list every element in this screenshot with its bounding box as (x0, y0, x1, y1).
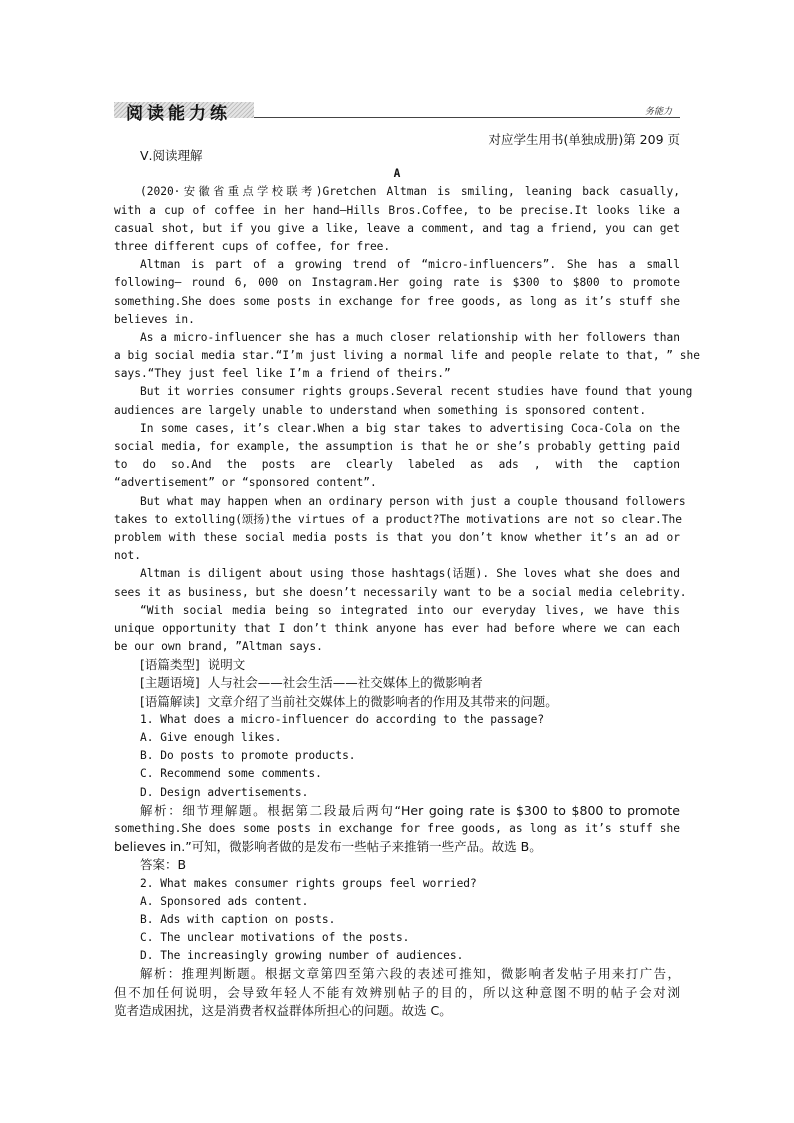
passage-line: audiences are largely unable to understand when something is sponsored content. (114, 403, 647, 417)
passage-line: In some cases, it’s clear.When a big star takes to advertising Coca-Cola on the (140, 421, 680, 435)
passage-line: (2020·安徽省重点学校联考)Gretchen Altman is smiling, leaning back casually, (140, 185, 680, 199)
question-option: C. Recommend some comments. (140, 767, 322, 781)
passage-line: “With social media being so integrated into our everyday lives, we have this (140, 603, 680, 617)
tag-value: 说明文 (207, 657, 246, 673)
passage-line: with a cup of coffee in her hand—Hills Bros.Coffee, to be precise.It looks like a (114, 203, 680, 217)
header-title: 阅读能力练 (126, 104, 231, 124)
question-option: B. Ads with caption on posts. (140, 912, 336, 926)
passage-line: problem with these social media posts is that you don’t know whether it’s an ad or (114, 530, 680, 544)
answer-line: 答案：B (140, 857, 187, 873)
passage-line: takes to extolling(颂扬)the virtues of a product?The motivations are not so clear.The (114, 512, 682, 526)
question-option: D. The increasingly growing number of audiences. (140, 949, 464, 963)
passage (114, 183, 700, 656)
header-rule (254, 117, 680, 118)
tag-value: 文章介绍了当前社交媒体上的微影响者的作用及其带来的问题。 (207, 693, 558, 709)
section-header (114, 100, 680, 124)
passage-line: casual shot, but if you give a like, leave a comment, and tag a friend, you can get (114, 221, 680, 235)
passage-line: believes in. (114, 312, 195, 326)
passage-line: something.She does some posts in exchange for free goods, as long as it’s stuff she (114, 294, 680, 308)
content-column (114, 147, 700, 1020)
passage-line: Altman is part of a growing trend of “micro-influencers”. She has a small (140, 258, 680, 272)
passage-line: social media, for example, the assumption is that he or she’s probably getting paid (114, 440, 680, 453)
question-option: A. Sponsored ads content. (140, 894, 309, 908)
passage-line: three different cups of coffee, for free. (114, 239, 391, 253)
question-option: C. The unclear motivations of the posts. (140, 931, 410, 945)
analysis-line: something.She does some posts in exchange for free goods, as long as it’s stuff she (114, 821, 680, 835)
analysis-line: believes in.”可知，微影响者做的是发布一些帖子来推销一些产品。故选 B。 (114, 839, 542, 855)
passage-line: following— round 6, 000 on Instagram.Her going rate is $300 to $800 to promote (114, 276, 680, 290)
passage-line: As a micro-influencer she has a much closer relationship with her followers than (140, 330, 680, 344)
tag-label: [主题语境] (140, 675, 200, 691)
page-reference: 对应学生用书(单独成册)第 209 页 (488, 132, 680, 147)
passage-line: But what may happen when an ordinary person with just a couple thousand followers (140, 494, 686, 508)
question-option: A. Give enough likes. (140, 731, 282, 744)
tag-label: [语篇解读] (140, 693, 200, 709)
passage-line: “advertisement” or “sponsored content”. (114, 476, 377, 490)
passage-tags (114, 656, 680, 711)
tag-genre (114, 656, 680, 674)
question-option: B. Do posts to promote products. (140, 749, 356, 763)
passage-line: be our own brand, ”Altman says. (114, 640, 323, 654)
analysis-line: 解析：细节理解题。根据第二段最后两句“Her going rate is $300 to $800 to promote (140, 802, 680, 818)
passage-line: Altman is diligent about using those hashtags(话题). She loves what she does and (140, 567, 680, 581)
section-title: Ⅴ.阅读理解 (140, 148, 203, 163)
question-stem: 2. What makes consumer rights groups feel worried? (140, 876, 477, 890)
passage-line: sees it as business, but she doesn’t necessarily want to be a social media celebrity. (114, 585, 687, 599)
passage-line: unique opportunity that I don’t think anyone has ever had before where we can each (114, 621, 680, 635)
passage-line: to do so.And the posts are clearly labeled as ads , with the caption (114, 458, 680, 472)
question-stem: 1. What does a micro-influencer do according to the passage? (140, 712, 545, 726)
part-label: A (393, 167, 401, 181)
question-1 (114, 711, 680, 875)
question-option: D. Design advertisements. (140, 785, 309, 799)
header-tag: 务能力 (644, 107, 672, 117)
analysis-line: 解析：推理判断题。根据文章第四至第六段的表述可推知，微影响者发帖子用来打广告， (140, 966, 680, 982)
tag-theme (114, 674, 680, 692)
tag-summary (114, 693, 680, 711)
analysis-line: 览者造成困扰，这是消费者权益群体所担心的问题。故选 C。 (114, 1002, 452, 1018)
tag-label: [语篇类型] (140, 657, 200, 673)
analysis-line: 但不加任何说明，会导致年轻人不能有效辨别帖子的目的，所以这种意图不明的帖子会对浏 (114, 984, 680, 1000)
tag-value: 人与社会——社会生活——社交媒体上的微影响者 (207, 675, 483, 691)
passage-line: a big social media star.“I’m just living a normal life and people relate to that, ” she (114, 349, 700, 363)
question-2 (114, 875, 680, 1021)
passage-line: says.“They just feel like I’m a friend of theirs.” (114, 367, 451, 381)
passage-line: But it worries consumer rights groups.Several recent studies have found that young (140, 385, 693, 399)
passage-line: not. (114, 549, 141, 563)
